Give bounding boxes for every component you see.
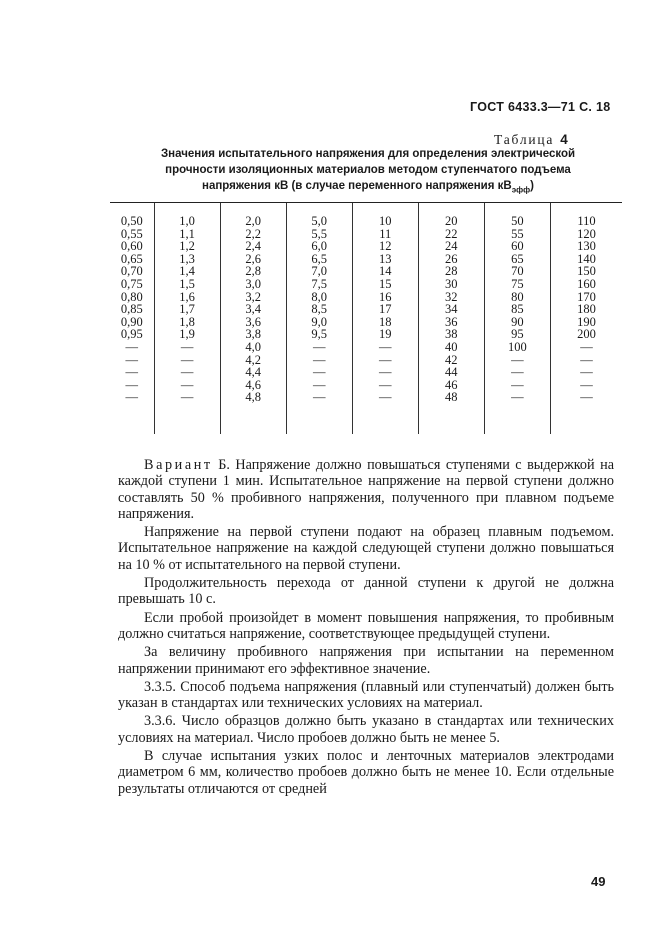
- table-cell: —: [580, 365, 593, 380]
- table-cell: 38: [445, 327, 458, 342]
- table-cell: 60: [511, 239, 524, 254]
- table-cell: —: [379, 365, 392, 380]
- table-cell: 19: [379, 327, 392, 342]
- table-cell: 1,1: [179, 226, 195, 241]
- table-cell: 3,0: [245, 276, 261, 291]
- table-cell: 24: [445, 239, 458, 254]
- table-cell: 14: [379, 264, 392, 279]
- table-cell: 44: [445, 365, 458, 380]
- paragraph-3: Продолжительность перехода от данной ступени к другой не должна превышать 10 с.: [118, 575, 614, 608]
- caption-line-2: прочности изоляционных материалов методом ступенчатого подъема: [165, 164, 571, 176]
- table-cell: 2,4: [245, 239, 261, 254]
- table-label-text: Таблица: [494, 132, 555, 147]
- table-cell: —: [180, 339, 194, 354]
- variant-label: Вариант: [144, 457, 213, 473]
- table-cell: —: [511, 352, 524, 367]
- table-cell: 36: [445, 314, 458, 329]
- paragraph-4: Если пробой произойдет в момент повышения напряжения, то пробивным должно считаться напряжение, соответствующее предыдущей ступени.: [118, 609, 614, 642]
- paragraph-5: За величину пробивного напряжения при испытании на переменном напряжении принимают его эффективное значение.: [118, 644, 614, 677]
- table-cell: 1,0: [179, 214, 195, 228]
- table-cell: 4,2: [245, 352, 261, 367]
- table-cell: 55: [511, 226, 524, 241]
- table-cell: —: [379, 390, 392, 405]
- table-cell: 2,2: [245, 226, 261, 241]
- table-column-5: [352, 203, 418, 434]
- table-cell: 100: [507, 339, 527, 354]
- table-cell: 32: [445, 289, 458, 304]
- table-column-2: [154, 203, 220, 434]
- table-cell: 170: [577, 289, 596, 304]
- table-caption: [128, 146, 608, 198]
- table-cell: 0,85: [120, 302, 143, 317]
- table-cell: 160: [577, 276, 596, 291]
- paragraph-3-3-5: 3.3.5. Способ подъема напряжения (плавный или ступенчатый) должен быть указан в стандартах или технических условиях на материал.: [118, 678, 614, 712]
- table-cell: 0,70: [120, 264, 143, 279]
- table-cell: 9,5: [311, 327, 328, 342]
- table-row: [110, 203, 622, 434]
- table-cell: 0,90: [120, 314, 143, 329]
- caption-line-3-text: напряжения кВ (в случае переменного напряжения кВ: [202, 180, 512, 192]
- table-cell: 2,0: [245, 214, 261, 228]
- table-cell: 11: [379, 226, 392, 241]
- table-cell: 13: [379, 251, 392, 266]
- table-cell: —: [379, 339, 392, 354]
- table-cell: 16: [379, 289, 392, 304]
- page-number: 49: [591, 874, 606, 889]
- table-cell: 9,0: [311, 314, 328, 329]
- table-cell: —: [379, 352, 392, 367]
- table-cell: 7,5: [311, 276, 328, 291]
- table-cell: 0,80: [120, 289, 143, 304]
- voltage-table: [110, 202, 622, 434]
- table-cell: 4,4: [245, 365, 261, 380]
- table-cell: 6,0: [311, 239, 328, 254]
- table-cell: 4,0: [245, 339, 261, 354]
- table-cell: 0,50: [120, 214, 143, 228]
- paragraph-3-3-6: 3.3.6. Число образцов должно быть указано в стандартах или технических условиях на материал. Число пробоев должно быть не менее 5.: [118, 713, 614, 746]
- table-cell: —: [580, 352, 593, 367]
- table-cell: 200: [577, 327, 596, 342]
- table-cell: —: [312, 377, 326, 392]
- table-cell: 2,6: [245, 251, 261, 266]
- table-cell: 180: [577, 302, 596, 317]
- table-cell: 130: [577, 239, 596, 254]
- table-cell: 0,95: [120, 327, 143, 342]
- table-cell: 120: [577, 226, 596, 241]
- caption-line-1: Значения испытательного напряжения для определения электрической: [160, 148, 576, 160]
- table-column-3: [220, 203, 286, 434]
- table-cell: —: [125, 339, 139, 354]
- table-cell: 1,5: [179, 276, 195, 291]
- table-cell: 2,8: [245, 264, 261, 279]
- paragraph-2: Напряжение на первой ступени подают на образец плавным подъемом. Испытательное напряжение на каждой следующей ступени должно повышаться на 10 % от испытательного на первой ступени.: [118, 524, 614, 573]
- table-cell: 70: [511, 264, 524, 279]
- table-cell: —: [125, 377, 139, 392]
- table-cell: —: [511, 365, 524, 380]
- table-cell: 34: [445, 302, 458, 317]
- table-cell: 20: [445, 214, 458, 228]
- paragraph-variant-b: [118, 457, 614, 522]
- table-cell: 18: [379, 314, 392, 329]
- caption-line-3: [128, 178, 608, 198]
- table-cell: 1,2: [179, 239, 195, 254]
- table-cell: —: [312, 339, 326, 354]
- table-cell: 0,60: [120, 239, 143, 254]
- table-cell: 4,8: [245, 390, 261, 405]
- table-cell: —: [379, 377, 392, 392]
- table-column-8: [550, 203, 622, 434]
- body-text: [118, 457, 614, 799]
- table-cell: 22: [445, 226, 458, 241]
- table-cell: —: [580, 390, 593, 405]
- table-cell: 30: [445, 276, 458, 291]
- paragraph-8: В случае испытания узких полос и ленточных материалов электродами диаметром 6 мм, количество пробоев должно быть не менее 10. Если отдельные результаты отличаются от средней: [118, 748, 614, 797]
- table-cell: 0,55: [120, 226, 143, 241]
- table-cell: 12: [379, 239, 392, 254]
- page-header: ГОСТ 6433.3—71 С. 18: [470, 100, 611, 114]
- table-cell: 3,8: [245, 327, 261, 342]
- table-cell: 190: [577, 314, 596, 329]
- table-cell: —: [180, 365, 194, 380]
- table-cell: 0,65: [120, 251, 143, 266]
- table-cell: 50: [511, 214, 524, 228]
- table-cell: 7,0: [311, 264, 328, 279]
- table-cell: 1,3: [179, 251, 195, 266]
- table-cell: 5,5: [311, 226, 328, 241]
- table-cell: 40: [445, 339, 458, 354]
- table-cell: 3,4: [245, 302, 261, 317]
- table-cell: —: [312, 352, 326, 367]
- table-cell: 15: [379, 276, 392, 291]
- table-cell: 95: [511, 327, 524, 342]
- table-cell: 3,6: [245, 314, 261, 329]
- table-cell: 1,6: [179, 289, 195, 304]
- table-cell: 46: [445, 377, 458, 392]
- table-cell: 4,6: [245, 377, 261, 392]
- table-cell: 1,8: [179, 314, 195, 329]
- table-cell: 65: [511, 251, 524, 266]
- table-cell: —: [312, 390, 326, 405]
- table-cell: 75: [511, 276, 524, 291]
- table-cell: 5,0: [311, 214, 328, 228]
- table-cell: —: [511, 390, 524, 405]
- table-cell: —: [125, 352, 139, 367]
- table-cell: 150: [577, 264, 596, 279]
- table-cell: 10: [379, 214, 392, 228]
- table-cell: —: [180, 352, 194, 367]
- table-cell: —: [312, 365, 326, 380]
- table-cell: 85: [511, 302, 524, 317]
- table-cell: 80: [511, 289, 524, 304]
- table-column-6: [418, 203, 484, 434]
- table-cell: 28: [445, 264, 458, 279]
- table-cell: 42: [445, 352, 458, 367]
- table-cell: —: [125, 365, 139, 380]
- table-cell: 6,5: [311, 251, 328, 266]
- table-cell: 0,75: [120, 276, 143, 291]
- caption-subscript: эфф: [511, 185, 531, 195]
- paragraph-1-text: Б. Напряжение должно повышаться ступенями с выдержкой на каждой ступени 1 мин. Испытательное напряжение на первой ступени должно составлять 50 % пробивного напряжения, полученного при плавном подъеме напряжения.: [118, 457, 614, 522]
- table-cell: 8,0: [311, 289, 328, 304]
- table-cell: 3,2: [245, 289, 261, 304]
- table-cell: 8,5: [311, 302, 328, 317]
- table-cell: 1,4: [179, 264, 195, 279]
- table-number: 4: [560, 132, 568, 147]
- table-column-7: [484, 203, 550, 434]
- table-cell: 110: [577, 214, 596, 228]
- table-cell: —: [125, 390, 139, 405]
- table-column-4: [286, 203, 352, 434]
- table-cell: 17: [379, 302, 392, 317]
- table-cell: 1,9: [179, 327, 195, 342]
- caption-close: ): [530, 180, 534, 192]
- table-cell: —: [580, 339, 593, 354]
- table-cell: 26: [445, 251, 458, 266]
- table-cell: —: [580, 377, 593, 392]
- table-cell: 48: [445, 390, 458, 405]
- table-column-1: [110, 203, 154, 434]
- table-cell: 1,7: [179, 302, 195, 317]
- table-cell: —: [511, 377, 524, 392]
- table-cell: 90: [511, 314, 524, 329]
- table-cell: 140: [577, 251, 596, 266]
- table-cell: —: [180, 377, 194, 392]
- table-cell: —: [180, 390, 194, 405]
